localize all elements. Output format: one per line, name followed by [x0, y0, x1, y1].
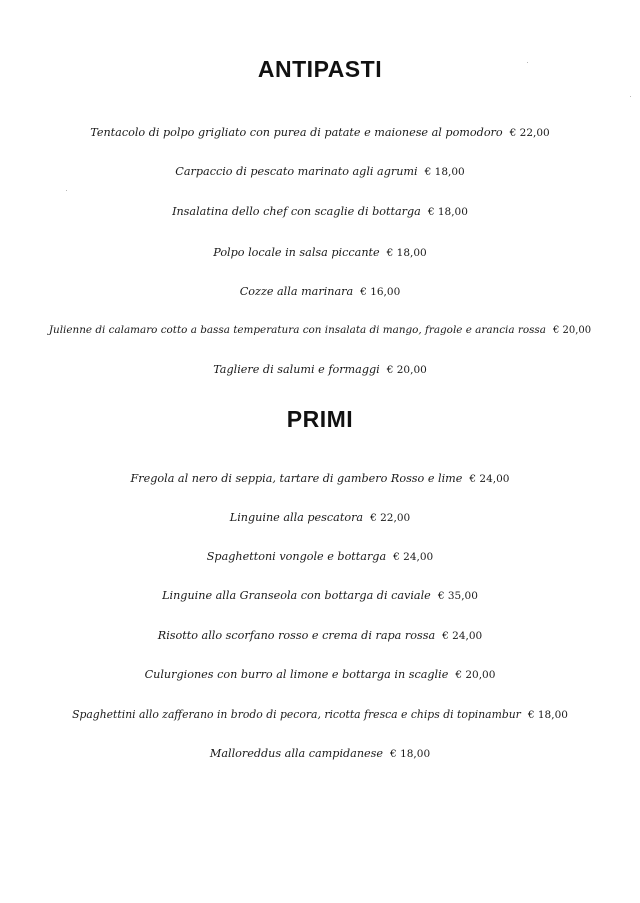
menu-item-name: Spaghettini allo zafferano in brodo di pecora, ricotta fresca e chips di topinambur: [72, 708, 521, 721]
menu-item-name: Tentacolo di polpo grigliato con purea di patate e maionese al pomodoro: [90, 126, 503, 139]
menu-item-price: € 18,00: [390, 748, 431, 760]
menu-item-price: € 18,00: [527, 709, 568, 721]
menu-item: [0, 126, 640, 139]
menu-item-name: Tagliere di salumi e formaggi: [213, 363, 380, 376]
menu-item-name: Insalatina dello chef con scaglie di bottarga: [172, 205, 421, 218]
menu-item-price: € 24,00: [469, 473, 510, 485]
menu-item: [0, 589, 640, 602]
menu-item-price: € 20,00: [552, 325, 592, 336]
menu-item: [0, 285, 640, 298]
menu-item-price: € 20,00: [386, 364, 427, 376]
menu-item: [0, 747, 640, 760]
menu-item: [0, 472, 640, 485]
section-title-antipasti: ANTIPASTI: [257, 56, 383, 82]
menu-item-price: € 22,00: [509, 127, 550, 139]
menu-item-price: € 20,00: [455, 669, 496, 681]
menu-item-price: € 18,00: [424, 166, 465, 178]
menu-item-name: Polpo locale in salsa piccante: [213, 246, 380, 259]
menu-item: [0, 708, 640, 721]
menu-item-price: € 24,00: [442, 630, 483, 642]
menu-item: [0, 511, 640, 524]
menu-item-name: Linguine alla pescatora: [229, 511, 364, 524]
menu-item-price: € 18,00: [386, 247, 427, 259]
menu-item: [0, 324, 640, 336]
menu-item: [0, 205, 640, 218]
scan-speck: [66, 190, 67, 191]
menu-item: [0, 550, 640, 563]
menu-item-name: Malloreddus alla campidanese: [209, 747, 384, 760]
menu-item-name: Carpaccio di pescato marinato agli agrumi: [175, 165, 418, 178]
menu-item-price: € 24,00: [393, 551, 434, 563]
scan-speck: [630, 96, 631, 97]
menu-item-name: Fregola al nero di seppia, tartare di gambero Rosso e lime: [130, 472, 463, 485]
menu-item: [0, 629, 640, 642]
section-title-primi: PRIMI: [286, 406, 354, 432]
menu-item-name: Cozze alla marinara: [239, 285, 354, 298]
menu-item-name: Culurgiones con burro al limone e bottarga in scaglie: [144, 668, 449, 681]
menu-item: [0, 668, 640, 681]
menu-item-name: Linguine alla Granseola con bottarga di caviale: [162, 589, 431, 602]
menu-item: [0, 165, 640, 178]
menu-item-name: Spaghettoni vongole e bottarga: [206, 550, 387, 563]
menu-item: [0, 363, 640, 376]
menu-item-price: € 35,00: [437, 590, 478, 602]
menu-item-price: € 22,00: [370, 512, 411, 524]
menu-item-price: € 16,00: [360, 286, 401, 298]
menu-item: [0, 246, 640, 259]
menu-item-name: Risotto allo scorfano rosso e crema di rapa rossa: [157, 629, 436, 642]
menu-item-price: € 18,00: [427, 206, 468, 218]
menu-item-name: Julienne di calamaro cotto a bassa temperatura con insalata di mango, fragole e arancia rossa: [48, 324, 546, 336]
